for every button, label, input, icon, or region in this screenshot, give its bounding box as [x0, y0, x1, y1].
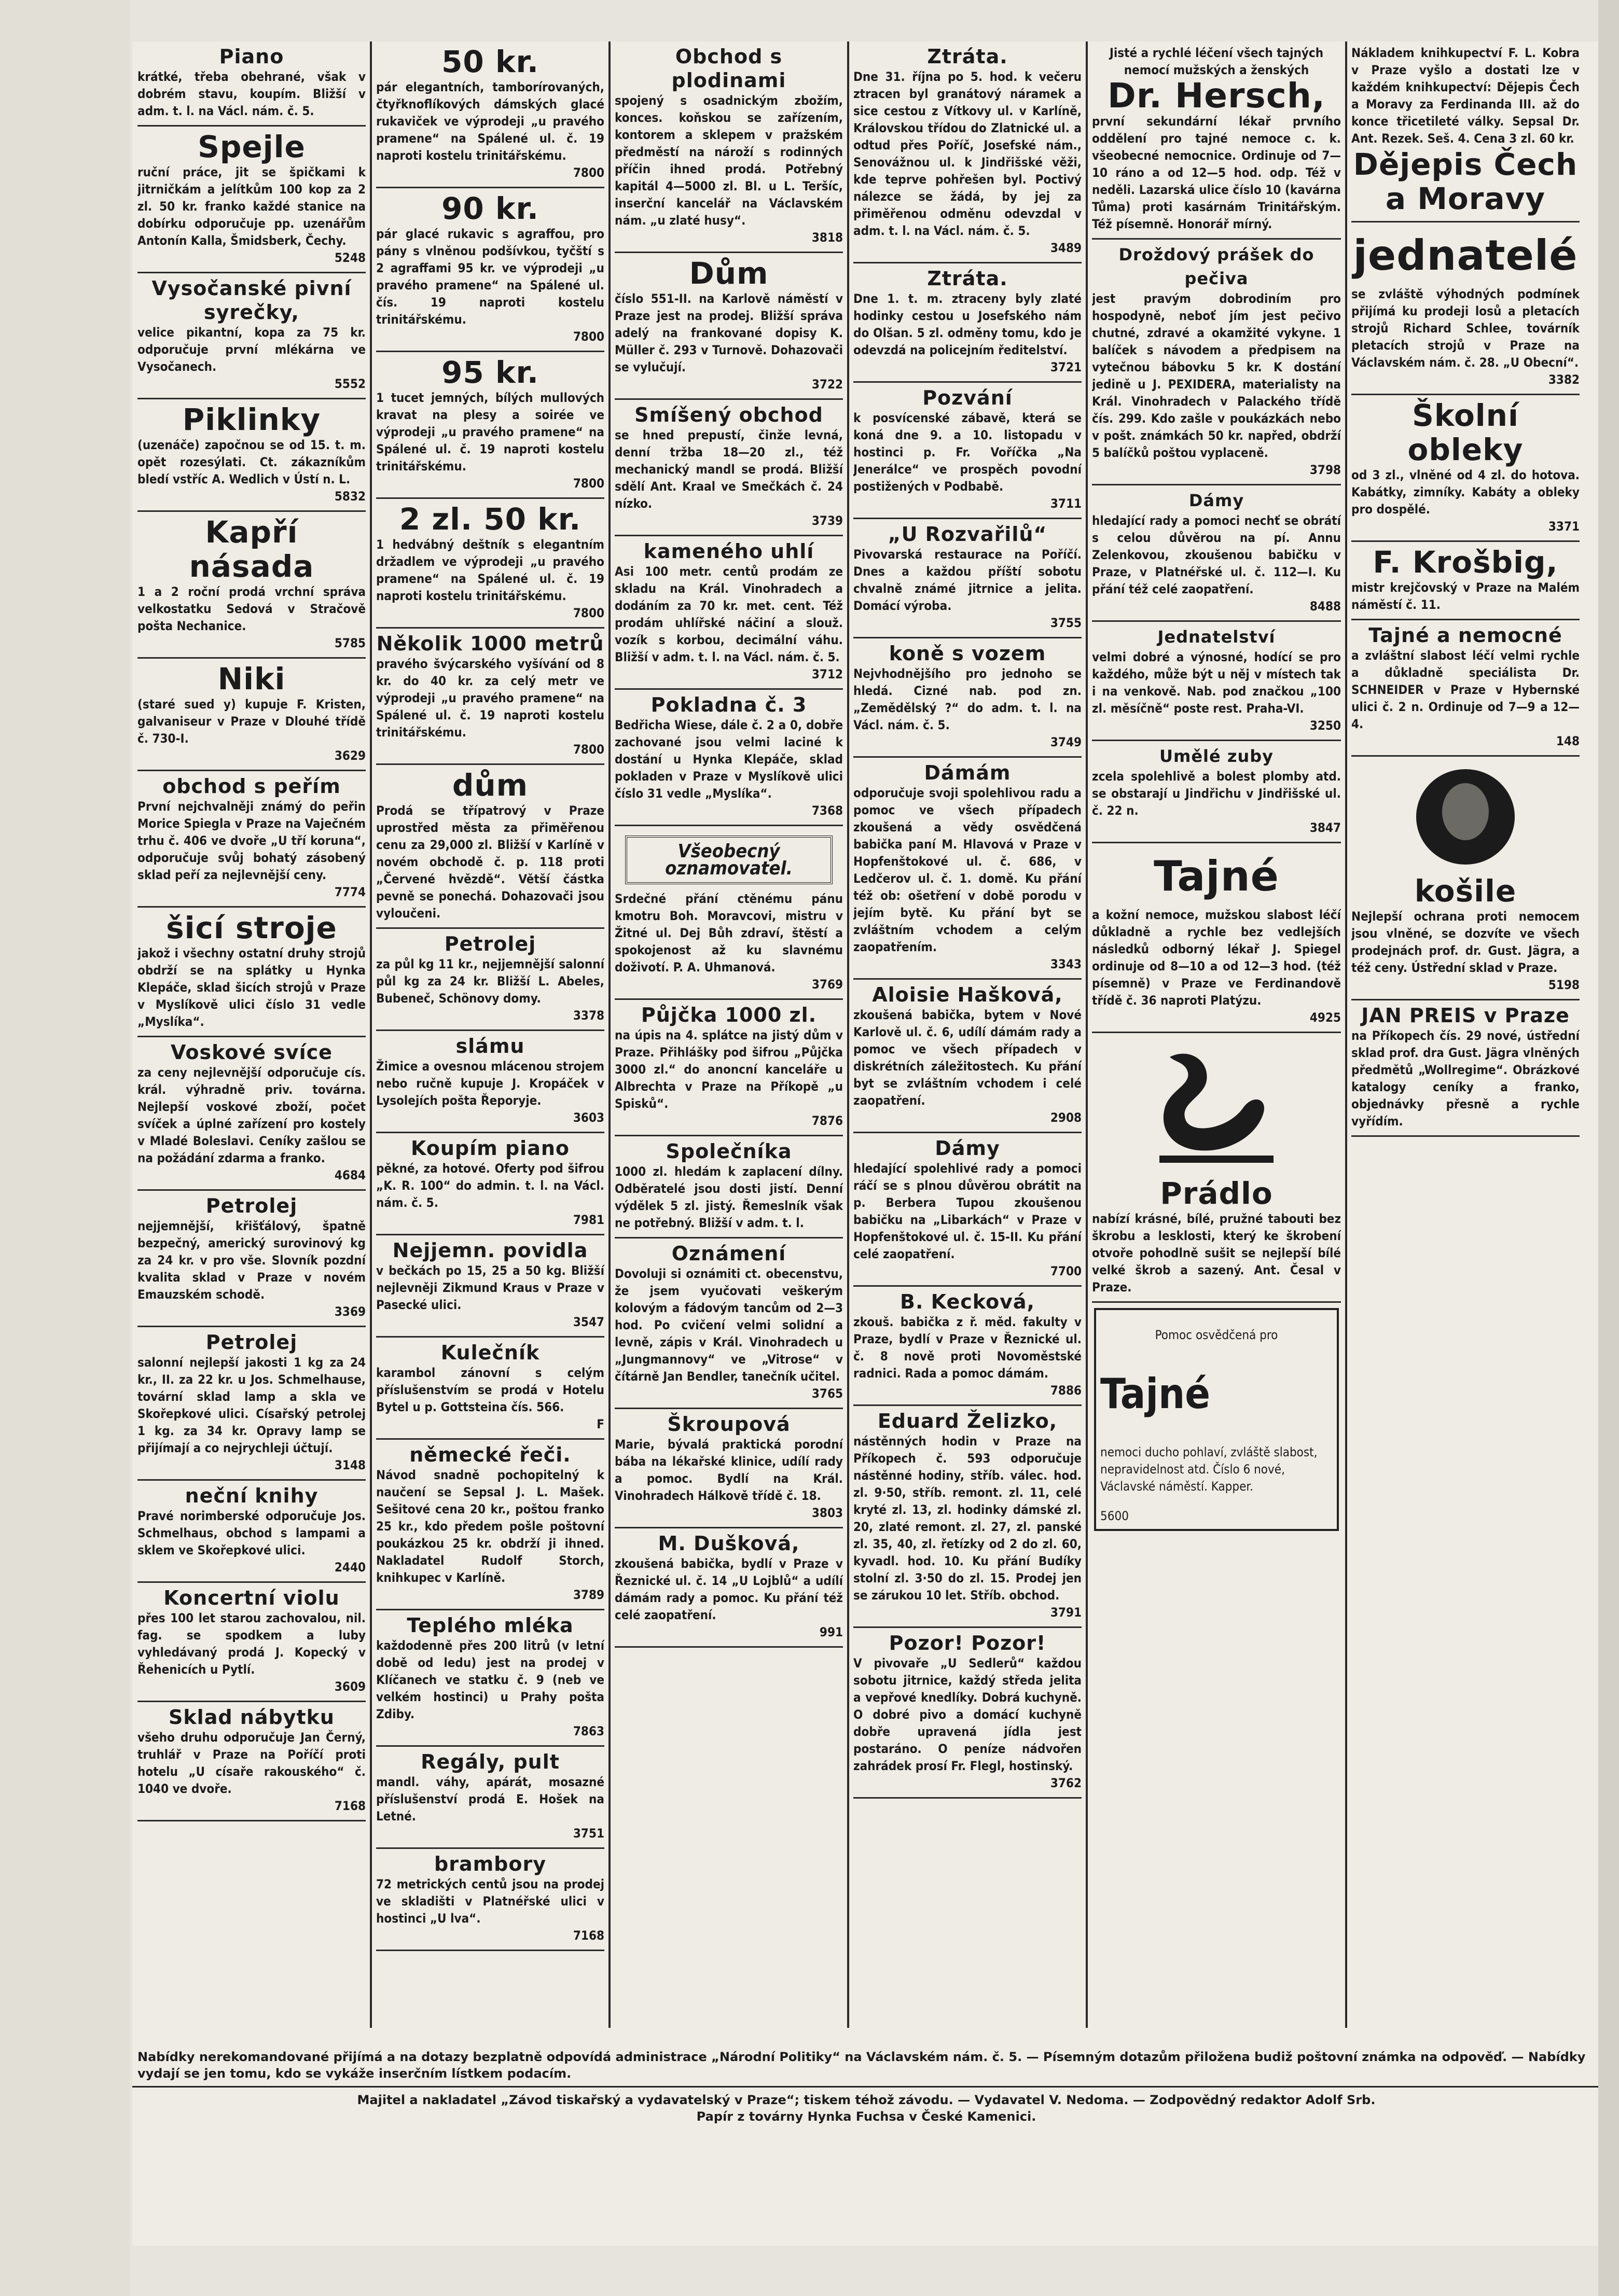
ad-kapri-nasada: Kapří násada 1 a 2 roční prodá vrchní správa velkostatku Sedová v Stračově pošta Nechanice. 5785 [137, 512, 366, 659]
ad-regaly-pult: Regály, pult mandl. váhy, apárát, mosazné příslušenství prodá E. Hošek na Letné. 3751 [376, 1747, 604, 1849]
ad-koupim-piano: Koupím piano pěkné, za hotové. Oferty pod šifrou „K. R. 100“ do admin. t. l. na Václ. nám. č. 5. 7981 [376, 1133, 604, 1235]
ad-spolecnika: Společníka 1000 zl. hledám k zaplacení dílny. Odběratelé jsou dosti jistí. Denní výdělek 5 zl. jistý. Řemeslník však ne potřebný. Bližší v adm. t. l. [615, 1136, 843, 1239]
ad-piano: Piano krátké, třeba obehrané, však v dobrém stavu, koupím. Bližší v adm. t. l. na Václ. nám. č. 5. [137, 41, 366, 127]
ad-50-kr: 50 kr. pár elegantních, tamborírovaných, čtyřknoflíkových dámských glacé rukaviček ve výprodeji „u pravého pramene“ na Spálené ul. č. 19 naproti kostelu trinitářskému. 7800 [376, 41, 604, 188]
newspaper-page [132, 41, 1600, 2246]
column-1 [137, 41, 366, 2028]
ad-jednatelstvi: Jednatelství velmi dobré a výnosné, hodící se pro každého, může být u něj v místech tak i na venkově. Nab. pod značkou „100 zl. měsíčně“ poste rest. Praha-VI. 3250 [1092, 622, 1341, 741]
ad-jednatele: jednatelé se zvláště výhodných podmínek přijímá ku prodeji losů a pletacích strojů Richard Schlee, továrník pletacích strojů v Praze na Václavském nám. č. 28. „U Obecní“. 3382 [1351, 222, 1580, 395]
ad-duskova: M. Dušková, zkoušená babička, bydlí v Praze v Řeznické ul. č. 14 „U Lojblů“ a udílí dámám rady a pomoc. Ku přání též celé zaopatření. 991 [615, 1528, 843, 1648]
ad-koncertni-violu: Koncertní violu přes 100 let starou zachovalou, nil. fag. se spodkem a luby vyhledávaný prodá J. Kopecký v Řehenicích u Pytlí. 3609 [137, 1583, 366, 1702]
ad-ztrata-1: Ztráta. Dne 31. října po 5. hod. k večeru ztracen byl granátový náramek a sice cestou z Vítkovy ul. v Karlíně, Královskou třídou do Zlatnické ul. a odtud přes Poříč, Josefské nám., Senovážnou ul. k Jindřišské věži, kde teprve pohřešen byl. Poctivý nálezce se žádá, by jej za přiměřenou odměnu odevzdal v adm. t. l. na Václ. nám. č. 5. 3489 [853, 41, 1082, 263]
ad-piklinky: Piklinky (uzenáče) započnou se od 15. t. m. opět rozesýlati. Ct. zákazníkům bledí vstříc A. Wedlich v Ústí n. L. 5832 [137, 399, 366, 512]
ad-nekolik-1000-metru: Několik 1000 metrů pravého švýcarského vyšívání od 8 kr. do 40 kr. za celý metr ve výprodeji „u pravého pramene“ na Spálené ul. č. 19 naproti kostelu trinitářskému. 7800 [376, 629, 604, 765]
ad-oznameni: Oznámení Dovoluji si oznámiti ct. obecenstvu, že jsem vyučovati veškerým kolovým a fádovým tancům od 2—3 hod. Po cvičení velmi solidní a levně, zápis v Král. Vinohradech u „Jungmannovy“ ve „Vitrose“ v čítárně Jan Bendler, tanečník učitel. 3765 [615, 1239, 843, 1409]
column-4 [853, 41, 1082, 2028]
ad-tajne-1: Tajné a kožní nemoce, mužskou slabost léčí důkladně a rychle bez vedlejších následků odborný lékař J. Spiegel ordinuje od 8—10 a od 12—3 hod. (též písemně) v Praze ve Ferdinandově třídě č. 36 naproti Platýzu. 4925 [1092, 843, 1341, 1033]
page-footer [132, 2049, 1600, 2125]
footer-rule [132, 2086, 1600, 2088]
ad-spejle: Spejle ruční práce, jit se špičkami k jitrničkám a jelítkům 100 kop za 2 zl. 50 kr. franko každé stanice na dobírku odporučuje pp. uzenářům Antonín Kalla, Šmidsberk, Čechy. 5248 [137, 127, 366, 273]
column-divider [847, 41, 849, 2028]
ad-keckova: B. Kecková, zkouš. babička z ř. měd. fakulty v Praze, bydlí v Praze v Řeznické ul. č. 8 nově proti Novoměstské radnici. Rada a pomoc dámám. 7886 [853, 1287, 1082, 1406]
ad-voskove-svice: Voskové svíce za ceny nejlevnější odporučuje cís. král. výhradně priv. továrna. Nejlepší voskové zboží, počet svíček a úplné zařízení pro kostely v Mladé Boleslavi. Ceníky zašlou se na požádání zdarma a franko. 4684 [137, 1037, 366, 1191]
ad-damy: Dámy hledající rady a pomoci nechť se obrátí s celou důvěrou na pí. Annu Zelenkovou, zkoušenou babičku v Praze, v Platnéřské ul. č. 112—I. Ku přání též celé zaopatření. 8488 [1092, 485, 1341, 622]
ad-kameneho-uhli: kameného uhlí Asi 100 metr. centů prodám ze skladu na Král. Vinohradech a dodáním za 70 kr. met. cent. Též prodám uhlířské náčiní a slouž. vozík s korbou, decimální váhu. Bližší v adm. t. l. na Václ. nám. č. 5. 3712 [615, 536, 843, 690]
ad-damam: Dámám odporučuje svoji spolehlivou radu a pomoc ve všech případech zkoušená a vědy osvědčená babička paní M. Hlavová v Praze v Hopfenštokové ul. č. 686, v Ledčerov ul. č. 1. domě. Ku přání též ob: ošetření v době porodu v jejím bytě. Ku přání byt se zvláštním vchodem a celým zaopatřením. 3343 [853, 758, 1082, 980]
ad-niki: Niki (staré sued y) kupuje F. Kristen, galvaniseur v Praze v Dlouhé třídě č. 730-I. 3629 [137, 659, 366, 771]
column-3 [615, 41, 843, 2028]
ad-nemecke-reci: německé řeči. Návod snadně pochopitelný k naučení se Sepsal J. L. Mašek. Sešitové cena 20 kr., poštou franko 25 kr., kdo předem pošle poštovní poukázkou 25 kr. obdrží ji ihned. Nakladatel Rudolf Storch, knihkupec v Karlíně. 3789 [376, 1440, 604, 1610]
column-divider [608, 41, 611, 2028]
ad-petrolej: Petrolej za půl kg 11 kr., nejjemnější salonní půl kg za 24 kr. Bližší L. Abeles, Bubeneč, Schönovy domy. 3378 [376, 929, 604, 1031]
ad-kone-s-vozem: koně s vozem Nejvhodnějšího pro jednoho se hledá. Cizné nab. pod zn. „Zemědělský ?“ do adm. t. l. na Václ. nám. č. 5. 3749 [853, 638, 1082, 758]
footer-paper: Papír z továrny Hynka Fuchsa v České Kamenici. [696, 2109, 1036, 2124]
ad-tajne-nemocne: Tajné a nemocné a zvláštní slabost léčí velmi rychle a důkladně speciálista Dr. SCHNEIDER v Praze v Hybernské ulici č. 2 n. Ordinuje od 7—9 a 12—4. 148 [1351, 620, 1580, 757]
ad-sklad-nabytku: Sklad nábytku všeho druhu odporučuje Jan Černý, truhlář v Praze na Poříčí proti hotelu „U císaře rakouského“ č. 1040 ve dvoře. 7168 [137, 1702, 366, 1821]
ad-slamu: slámu Žimice a ovesnou mlácenou strojem nebo ručně kupuje J. Kropáček v Lysolejích pošta Řeporyje. 3603 [376, 1031, 604, 1133]
column-divider [1345, 41, 1347, 2028]
ad-skroupova: Škroupová Marie, bývalá praktická porodní bába na lékařské klinice, udílí rady a pomoc. Bydlí na Král. Vinohradech Hálkově třídě č. 18. 3803 [615, 1409, 843, 1528]
ad-zelizko: Eduard Želizko, nástěnných hodin v Praze na Příkopech č. 593 odporučuje nástěnné hodiny, stříb. válec. hod. zl. 9·50, stříb. remont. zl. 11, celé kryté zl. 13, zl. hodinky dámské zl. 20, zlaté remont. zl. 27, zl. panské zl. 35, 40, zl. řetízky od 2 do zl. 60, kyvadl. hod. 10. Ku přání Budíky stolní zl. 3·50 do zl. 15. Prodej jen se zárukou 10 let. Stříb. obchod. 3791 [853, 1406, 1082, 1628]
ad-dejepis: Nákladem knihkupectví F. L. Kobra v Praze vyšlo a dostati lze v každém knihkupectví: Dějepis Čech a Moravy za Ferdinanda III. až do konce třicetileté války. Sepsal Dr. Ant. Rezek. Seš. 4. Cena 3 zl. 60 kr. Dějepis Čech a Moravy [1351, 41, 1580, 222]
ad-drozdovy-prasek: Droždový prášek do pečiva jest pravým dobrodiním pro hospodyně, neboť jím jest pečivo chutné, zdravé a okamžité vykyne. 1 balíček s návodem a předpisem na vytečnou bábovku 5 kr. K dostání jedině u J. PEXIDERA, materialisty na Král. Vinohradech v Palackého třídě čís. 299. Kdo zašle v poukázkách nebo v pošt. známkách 50 kr. napřed, obdrží 5 balíčků poštou vyplaceně. 3798 [1092, 240, 1341, 485]
ad-petrolej-2: Petrolej salonní nejlepší jakosti 1 kg za 24 kr., II. za 22 kr. u Jos. Schmelhause, tovární sklad lamp a skla ve Skořepkové ulici. Císařský petrolej 1 kg. za 34 kr. Opravy lamp se přijímají a co nejrychleji účtují. 3148 [137, 1327, 366, 1481]
ad-skolni-obleky: Školní obleky od 3 zl., vlněné od 4 zl. do hotova. Kabátky, zimníky. Kabáty a obleky pro dospělé. 3371 [1351, 395, 1580, 542]
ad-pozvani: Pozvání k posvícenské zábavě, která se koná dne 9. a 10. listopadu v hostinci p. Fr. Voříčka „Na Jenerálce“ ve prospěch povodní postižených v Podbabě. 3711 [853, 383, 1082, 519]
ad-pozor: Pozor! Pozor! V pivovaře „U Sedlerů“ každou sobotu jitrnice, každý středa jelita a vepřové knedlíky. Dobrá kuchyně. O dobré pivo a domácí kuchyně dobře upravená jídla jest postaráno. O peníze nádvořen zahrádek prosí Fr. Flegl, hostinský. 3762 [853, 1628, 1082, 1799]
ad-kulecnik: Kulečník karambol zánovní s celým příslušenstvím se prodá v Hotelu Bytel u p. Gottsteina čís. 566. F [376, 1338, 604, 1440]
column-divider [1086, 41, 1088, 2028]
ad-90-kr: 90 kr. pár glacé rukavic s agraffou, pro pány s vlněnou podšívkou, tyčští s 2 agraffami 95 kr. ve výprodeji „u pravého pramene“ na Spálené ul. čís. 19 naproti kostelu trinitářskému. 7800 [376, 188, 604, 352]
ad-dum: Dům číslo 551-II. na Karlově náměstí v Praze jest na prodej. Bližší správa adelý na frankované dopisy K. Müller č. 293 v Turnově. Dohazovači se vylučují. 3722 [615, 253, 843, 400]
ad-sici-stroje: šicí stroje jakož i všechny ostatní druhy strojů obdrží se na splátky u Hynka Klepáče, sklad šicích strojů v Praze v Myslíkově ulici číslo 31 vedle „Myslíka“. [137, 908, 366, 1037]
bird-illustration-icon [1149, 1041, 1284, 1171]
ad-u-rozvarilu: „U Rozvařilů“ Pivovarská restaurace na Poříčí. Dnes a každou příští sobotu chvalně známé jitrnice a jelita. Domácí výroba. 3755 [853, 519, 1082, 638]
ad-krosbig: F. Krošbig, mistr krejčovský v Praze na Malém náměstí č. 11. [1351, 542, 1580, 620]
ad-tepleho-mleka: Teplého mléka každodenně přes 200 litrů (v letní době od ledu) jest na prodej v Klíčanech ve statku č. 9 (neb ve velkém hostinci) u Prahy pošta Zdiby. 7863 [376, 1610, 604, 1747]
ad-obchod-s-plodinami: Obchod s plodinami spojený s osadnickým zbožím, konces. koňskou se zařízením, kontorem a sklepem v pražském předměstí na nároží s rodinných příčin ihned prodá. Potřebný kapitál 4—5000 zl. Bl. u L. Teršíc, inserční kancelář na Václavském nám. „u zlaté husy“. 3818 [615, 41, 843, 253]
column-2 [376, 41, 604, 2028]
ad-tajne-boxed: Pomoc osvědčená pro Tajné nemoci ducho pohlaví, zvláště slabost, nepravidelnost atd. Číslo 6 nové, Václavské náměstí. Kapper. 5600 [1094, 1308, 1339, 1531]
ad-pujcka: Půjčka 1000 zl. na úpis na 4. splátce na jistý dům v Praze. Přihlášky pod šifrou „Půjčka 3000 zl.“ do anoncní kanceláře u Albrechta v Praze na Příkopě „u Spisků“. 7876 [615, 1000, 843, 1136]
ad-haskova: Aloisie Hašková, zkoušená babička, bytem v Nové Karlově ul. č. 6, udílí dámám rady a pomoc ve všech případech v diskrétních záležitostech. Ku přání byt se zvláštním vchodem i celé zaopatření. 2908 [853, 980, 1082, 1133]
ad-damy: Dámy hledající spolehlivé rady a pomoci ráčí se s plnou důvěrou obrátit na p. Berbera Tupou zkoušenou babičku na „Libarkách“ v Praze v Hopfenštokové ul. č. 15-II. Ku přání celé zaopatření. 7700 [853, 1133, 1082, 1287]
ad-umele-zuby: Umělé zuby zcela spolehlivě a bolest plomby atd. se obstarají u Jindřichu v Jindřišské ul. č. 22 n. 3847 [1092, 741, 1341, 843]
ad-pradlo: Prádlo nabízí krásné, bílé, pružné tabouti bez škrobu a lesklosti, který ke škrobení otvoře pohodlně sušit se nejlepší bílé velké škrob a sazený. Ant. Česal v Praze. [1092, 1033, 1341, 1303]
ad-95-kr: 95 kr. 1 tucet jemných, bílých mullových kravat na plesy a soirée ve výprodeji „u pravého pramene“ na Spálené ul. č. 19 naproti kostelu trinitářskému. 7800 [376, 352, 604, 499]
ad-brambory: brambory 72 metrických centů jsou na prodej ve skladišti v Platnéřské ulici v hostinci „U lva“. 7168 [376, 1849, 604, 1951]
ad-povidla: Nejjemn. povidla v bečkách po 15, 25 a 50 kg. Bližší nejlevněji Zikmund Kraus v Praze v Pasecké ulici. 3547 [376, 1235, 604, 1338]
ad-vseobecny-oznamovatel: Všeobecný oznamovatel. Srdečné přání ctěnému pánu kmotru Boh. Moravcovi, mistru v Žitné ul. Dej Bůh zdraví, štěstí a spokojenost až ku slavnému doživotí. P. A. Uhmanová. 3769 [615, 826, 843, 1000]
footer-notice: Nabídky nerekomandované přijímá a na dotazy bezplatně odpovídá administrace „Národní Politiky“ na Václavském nám. č. 5. — Písemným dotazům přiložena budiž poštovní známka na odpověď. — Nabídky vydají se jen tomu, kdo se vykáže inserčním lístkem podacím. [137, 2050, 1586, 2081]
ad-dr-hersch: Jisté a rychlé léčení všech tajných nemocí mužských a ženských Dr. Hersch, první sekundární lékař prvního oddělení pro tajné nemoce c. k. všeobecné nemocnice. Ordinuje od 7—10 ráno a od 12—5 hod. odp. Též v neděli. Lazarská ulice číslo 10 (kavárna Tůma) proti kasárnám Trinitářským. Též písemně. Honorář mírný. [1092, 41, 1341, 240]
ad-2-zl-50-kr: 2 zl. 50 kr. 1 hedvábný deštník s elegantním držadlem ve výprodeji „u pravého pramene“ na Spálené ul. č. 19 naproti kostelu trinitářskému. 7800 [376, 499, 604, 629]
column-divider [370, 41, 372, 2028]
ad-ztrata-2: Ztráta. Dne 1. t. m. ztraceny byly zlaté hodinky cestou u Josefského nám do Olšan. 5 zl. odměny tomu, kdo je odevzdá na policejním ředitelství. 3721 [853, 263, 1082, 383]
portrait-illustration-icon [1408, 765, 1523, 869]
ad-dum: dům Prodá se třípatrový v Praze uprostřed města za přiměřenou cenu za 29,000 zl. Bližší v Karlíně v novém obchodě č. p. 118 proti „Červené hvězdě“. Větší částka pevně se ponechá. Dohazovači jsou vyloučeni. [376, 765, 604, 929]
ad-syrecky: Vysočanské pivní syrečky, velice pikantní, kopa za 75 kr. odporučuje první mlékárna ve Vysočanech. 5552 [137, 273, 366, 399]
column-6 [1351, 41, 1580, 2028]
ad-jan-preis: JAN PREIS v Praze na Příkopech čís. 29 nové, ústřední sklad prof. dra Gust. Jägra vlněných předmětů „Wollregime“. Obrázkové katalogy ceníky a franko, objednávky přesně a rychle vyřídím. [1351, 1000, 1580, 1137]
page-margin-right [1598, 0, 1619, 2296]
ad-kosile: košile Nejlepší ochrana proti nemocem jsou vlněné, se dozvíte ve všech prodejnách prof. dr. Gust. Jägra, a též ceny. Ústřední sklad v Praze. 5198 [1351, 757, 1580, 1000]
ad-petrolej-1: Petrolej nejjemnější, křišťálový, špatně bezpečný, americký surovinový kg za 24 kr. v pro vše. Slovník pozdní kvalita sklad v Praze v novém Emauzském schodě. 3369 [137, 1191, 366, 1327]
column-5 [1092, 41, 1341, 2028]
ad-necni-knihy: neční knihy Pravé norimberské odporučuje Jos. Schmelhaus, obchod s lampami a sklem ve Skořepkové ulici. 2440 [137, 1481, 366, 1583]
ad-pokladna: Pokladna č. 3 Bedřicha Wiese, dále č. 2 a 0, dobře zachované jsou velmi laciné k dostání u Hynka Klepáče, sklad pokladen v Praze v Myslíkově ulici číslo 31 vedle „Myslíka“. 7368 [615, 690, 843, 826]
ad-smiseny-obchod: Smíšený obchod se hned prepustí, činže levná, denní tržba 18—20 zl., též mechanický mandl se prodá. Bližší sdělí Ant. Kraal ve Smečkách č. 24 nízko. 3739 [615, 400, 843, 536]
footer-publisher: Majitel a nakladatel „Závod tiskařský a vydavatelský v Praze“; tiskem téhož závodu. — Vydavatel V. Nedoma. — Zodpovědný redaktor Adolf Srb. [357, 2093, 1376, 2107]
ad-perim: obchod s peřím První nejchvalněji známý do peřin Morice Spiegla v Praze na Vaječném trhu č. 406 ve dvoře „U tří koruna“, odporučuje svůj bohatý zásobený sklad peří za nejlevnější ceny. 7774 [137, 771, 366, 908]
page-margin-left [0, 0, 130, 2296]
